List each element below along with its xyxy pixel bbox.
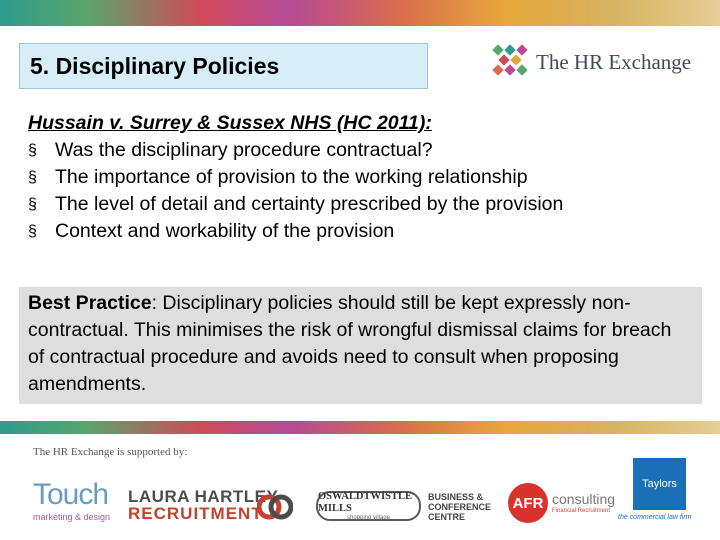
afr-consulting-logo (508, 483, 615, 523)
oswaldtwistle-mills-logo (316, 491, 421, 521)
case-heading: Hussain v. Surrey & Sussex NHS (HC 2011): (28, 112, 432, 134)
taylors-text: Taylors (642, 478, 677, 490)
supported-by-text: The HR Exchange is supported by: (33, 446, 188, 458)
afr-badge: AFR (508, 483, 548, 523)
laura-hartley-logo (128, 488, 278, 522)
bullet-item (28, 164, 708, 191)
case-section (28, 110, 708, 245)
laura-hartley-line1: LAURA HARTLEY (128, 487, 279, 506)
laura-hartley-mark-icon (257, 487, 293, 521)
best-practice-box (19, 287, 702, 404)
conference-centre-logo (428, 492, 491, 522)
touch-logo (33, 480, 110, 522)
best-practice-text: : Disciplinary policies should still be kept expressly non-contractual. This minimises the risk of wrongful dismissal claims for breach of contractual procedure and avoids need to consult when proposing amendments. (28, 292, 672, 395)
bullet-mark: § (28, 196, 37, 213)
bullet-item (28, 137, 708, 164)
bcc-line1: BUSINESS & (428, 492, 484, 502)
bcc-line3: CENTRE (428, 512, 466, 522)
bullet-item (28, 191, 708, 218)
taylors-tagline: the commercial law firm (618, 514, 692, 521)
bullet-item (28, 218, 708, 245)
bullet-mark: § (28, 169, 37, 186)
bullet-mark: § (28, 223, 37, 240)
bullet-text: The level of detail and certainty prescribed by the provision (55, 193, 564, 215)
oswaldtwistle-main: OSWALDTWISTLE MILLS (318, 490, 412, 514)
footer-gradient-bar (0, 421, 720, 434)
hr-exchange-logo-icon (492, 44, 528, 80)
laura-hartley-line2: RECRUITMENT (128, 504, 263, 523)
best-practice-label: Best Practice (28, 292, 152, 314)
taylors-logo (633, 458, 686, 510)
touch-logo-main: Touch (33, 478, 109, 511)
afr-text: consulting (552, 490, 616, 507)
bcc-line2: CONFERENCE (428, 502, 492, 512)
logo-text: The HR Exchange (536, 49, 692, 74)
hr-exchange-logo (492, 44, 707, 80)
afr-sub: Financial Recruitment (552, 507, 611, 514)
touch-logo-sub: marketing & design (33, 512, 111, 522)
top-gradient-bar (0, 0, 720, 26)
slide-title: 5. Disciplinary Policies (30, 52, 280, 79)
slide-title-box (19, 43, 428, 89)
bullet-mark: § (28, 142, 37, 159)
oswaldtwistle-sub: shopping village (346, 514, 391, 521)
bullet-text: Context and workability of the provision (55, 220, 395, 242)
bullet-text: The importance of provision to the working relationship (55, 166, 528, 188)
bullet-text: Was the disciplinary procedure contractual? (55, 139, 433, 161)
